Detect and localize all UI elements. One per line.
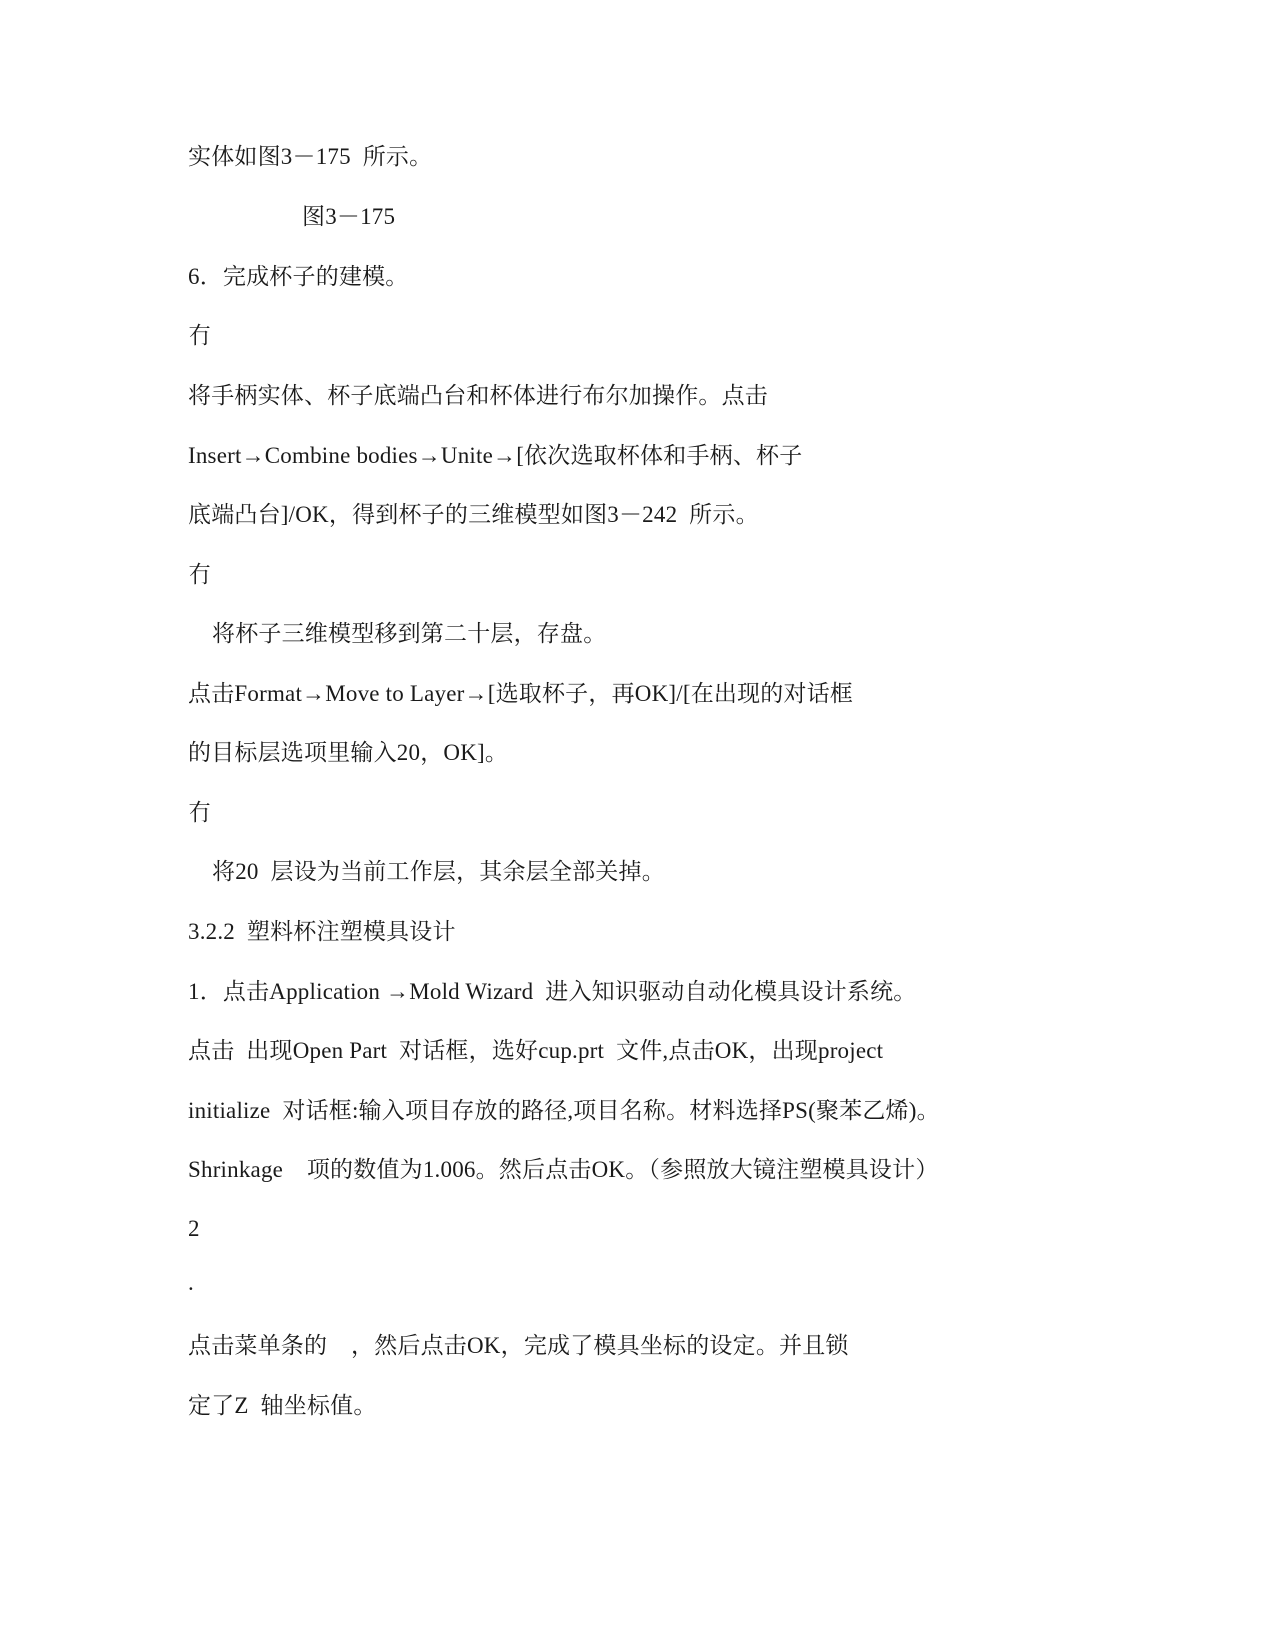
text-line: 将20 层设为当前工作层，其余层全部关掉。 — [212, 859, 665, 884]
bullet-glyph: 冇 — [188, 562, 212, 587]
text-line: initialize 对话框:输入项目存放的路径,项目名称。材料选择PS(聚苯乙烯)。 — [188, 1098, 940, 1123]
text-line: Shrinkage 项的数值为1.006。然后点击OK。（参照放大镜注塑模具设计） — [188, 1157, 939, 1182]
text-line: 实体如图3－175 所示。 — [188, 144, 433, 169]
text-line: 点击Format→Move to Layer→[选取杯子，再OK]/[在出现的对话框 — [188, 681, 854, 706]
figure-caption: 图3－175 — [302, 204, 396, 229]
text-line: 点击菜单条的 ，然后点击OK，完成了模具坐标的设定。并且锁 — [188, 1333, 849, 1358]
text-line: 的目标层选项里输入20，OK]。 — [188, 740, 509, 765]
step-heading: 6．完成杯子的建模。 — [188, 264, 409, 289]
bullet-glyph: 冇 — [188, 800, 212, 825]
section-heading: 3.2.2 塑料杯注塑模具设计 — [188, 919, 456, 944]
text-line: 定了Z 轴坐标值。 — [188, 1393, 377, 1418]
step-number-dot: . — [188, 1270, 194, 1295]
step-number: 2 — [188, 1216, 200, 1241]
bullet-glyph: 冇 — [188, 323, 212, 348]
text-line: 将手柄实体、杯子底端凸台和杯体进行布尔加操作。点击 — [188, 383, 768, 408]
text-line: 将杯子三维模型移到第二十层，存盘。 — [212, 621, 607, 646]
text-line: 1．点击Application →Mold Wizard 进入知识驱动自动化模具设计系统。 — [188, 979, 917, 1004]
text-line: Insert→Combine bodies→Unite→[依次选取杯体和手柄、杯子 — [188, 443, 803, 468]
text-line: 底端凸台]/OK，得到杯子的三维模型如图3－242 所示。 — [188, 502, 759, 527]
text-line: 点击 出现Open Part 对话框，选好cup.prt 文件,点击OK，出现project — [188, 1038, 884, 1063]
